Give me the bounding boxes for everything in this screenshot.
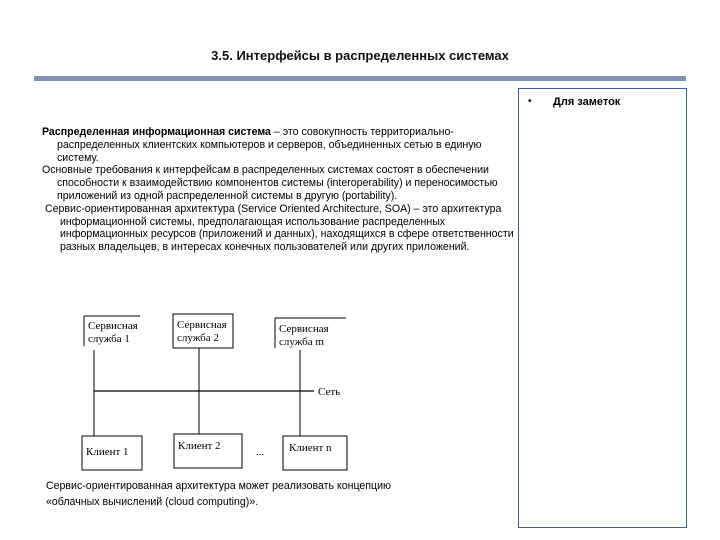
page-title: 3.5. Интерфейсы в распределенных системах <box>211 48 509 63</box>
client-ellipsis: ... <box>256 446 265 458</box>
paragraph-definition <box>42 126 516 164</box>
service-m-label-2: служба m <box>279 336 324 348</box>
defined-term: Распределенная информационная система <box>42 126 271 138</box>
definition-text: – это совокупность территориально-распределенных клиентских компьютеров и серверов, объединенных сетью в единую систему. <box>57 126 482 164</box>
soa-diagram <box>78 310 358 480</box>
paragraph-soa: Сервис-ориентированная архитектура (Service Oriented Architecture, SOA) – это архитектура информационной системы, предполагающая использование распределенных информационных ресурсов (приложений и данных), находящихся в сфере ответственности разных владельцев, в интересах конечных пользователей или других приложений. <box>45 202 514 254</box>
service-1-label-2: служба 1 <box>88 333 130 345</box>
service-1-label-1: Сервисная <box>88 320 138 332</box>
body-text <box>42 126 516 254</box>
service-2-label-1: Сервисная <box>177 319 227 331</box>
client-1-label: Клиент 1 <box>86 446 129 458</box>
client-n-label: Клиент n <box>289 442 332 454</box>
soa-diagram-svg <box>78 310 358 475</box>
service-m-label-1: Сервисная <box>279 323 329 335</box>
footer-text <box>46 478 506 510</box>
notes-bullet: • <box>528 96 532 107</box>
client-2-label: Клиент 2 <box>178 440 221 452</box>
notes-label: Для заметок <box>553 96 621 108</box>
network-label: Сеть <box>318 386 341 398</box>
title-divider <box>34 76 686 81</box>
paragraph-requirements: Основные требования к интерфейсам в распределенных системах состоят в обеспечении способности к взаимодействию компонентов системы (interoperability) и переносимостью приложений из одной распределенной системы в другую (portability). <box>42 164 498 202</box>
footer-line-2: «облачных вычислений (cloud computing)». <box>46 496 259 508</box>
notes-panel <box>518 88 687 528</box>
service-2-label-2: служба 2 <box>177 332 219 344</box>
footer-line-1: Сервис-ориентированная архитектура может реализовать концепцию <box>46 480 391 492</box>
